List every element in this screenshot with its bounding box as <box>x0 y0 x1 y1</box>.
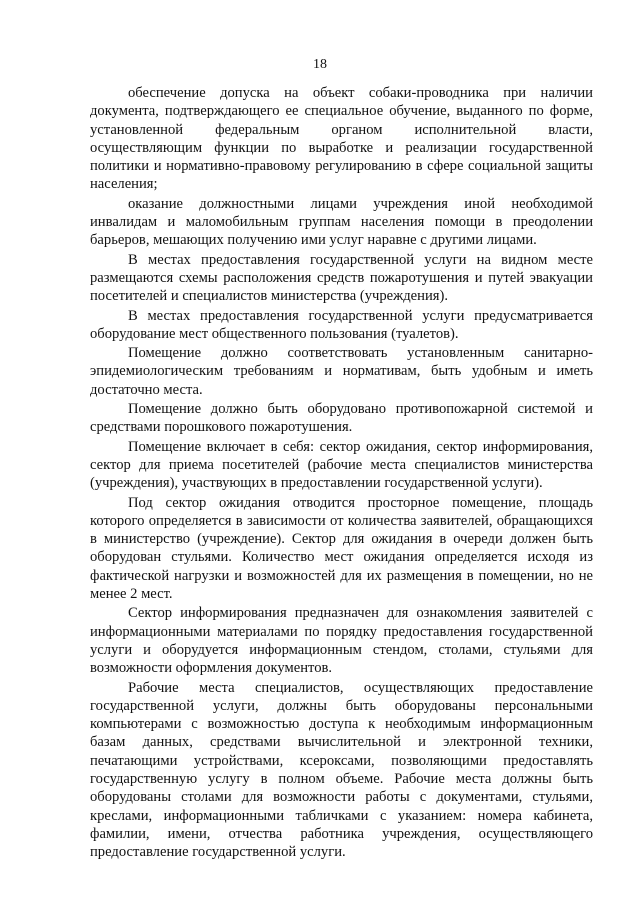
paragraph-workplaces: Рабочие места специалистов, осуществляющих предоставление государственной услуги, должны быть оборудованы персональными компьютерами с возможностью доступа к необходимым информационным базам данных, средствами вычислительной и электронной техники, печатающими устройствами, ксероксами, позволяющими предоставлять государственную услугу в полном объеме. Рабочие места должны быть оборудованы столами для возможности работы с документами, стульями, креслами, информационными табличками с указанием: номера кабинета, фамилии, имени, отчества работника учреждения, осуществляющего предоставление государственной услуги. <box>90 679 593 861</box>
document-body <box>90 84 593 862</box>
paragraph-guide-dog-access: обеспечение допуска на объект собаки-проводника при наличии документа, подтверждающего ее специальное обучение, выданного по форме, установленной федеральным органом исполнительной власти, осуществляющим функции по выработке и реализации государственной политики и нормативно-правовому регулированию в сфере социальной защиты населения; <box>90 85 593 193</box>
paragraph-fire-safety: Помещение должно быть оборудовано противопожарной системой и средствами порошкового пожаротушения. <box>90 401 593 436</box>
paragraph-room-sectors: Помещение включает в себя: сектор ожидания, сектор информирования, сектор для приема посетителей (рабочие места специалистов министерства (учреждения), участвующих в предоставлении государственной услуги). <box>90 438 593 492</box>
paragraph-staff-assistance: оказание должностными лицами учреждения иной необходимой инвалидам и маломобильным группам населения помощи в преодолении барьеров, мешающих получению ими услуг наравне с другими лицами. <box>90 195 593 249</box>
page-number: 18 <box>313 57 327 72</box>
paragraph-public-facilities: В местах предоставления государственной услуги предусматривается оборудование мест общественного пользования (туалетов). <box>90 307 593 342</box>
paragraph-waiting-sector: Под сектор ожидания отводится просторное помещение, площадь которого определяется в зависимости от количества заявителей, обращающихся в министерство (учреждение). Сектор для ожидания в очереди должен быть оборудован стульями. Количество мест ожидания определяется исходя из фактической нагрузки и возможностей для их размещения в помещении, но не менее 2 мест. <box>90 494 593 603</box>
paragraph-information-sector: Сектор информирования предназначен для ознакомления заявителей с информационными материалами по порядку предоставления государственной услуги и оборудуется информационным стендом, столами, стульями для возможности оформления документов. <box>90 605 593 677</box>
paragraph-evacuation-schemes: В местах предоставления государственной услуги на видном месте размещаются схемы расположения средств пожаротушения и путей эвакуации посетителей и специалистов министерства (учреждения). <box>90 251 593 305</box>
paragraph-sanitary-requirements: Помещение должно соответствовать установленным санитарно-эпидемиологическим требованиям и нормативам, быть удобным и иметь достаточно места. <box>90 345 593 398</box>
